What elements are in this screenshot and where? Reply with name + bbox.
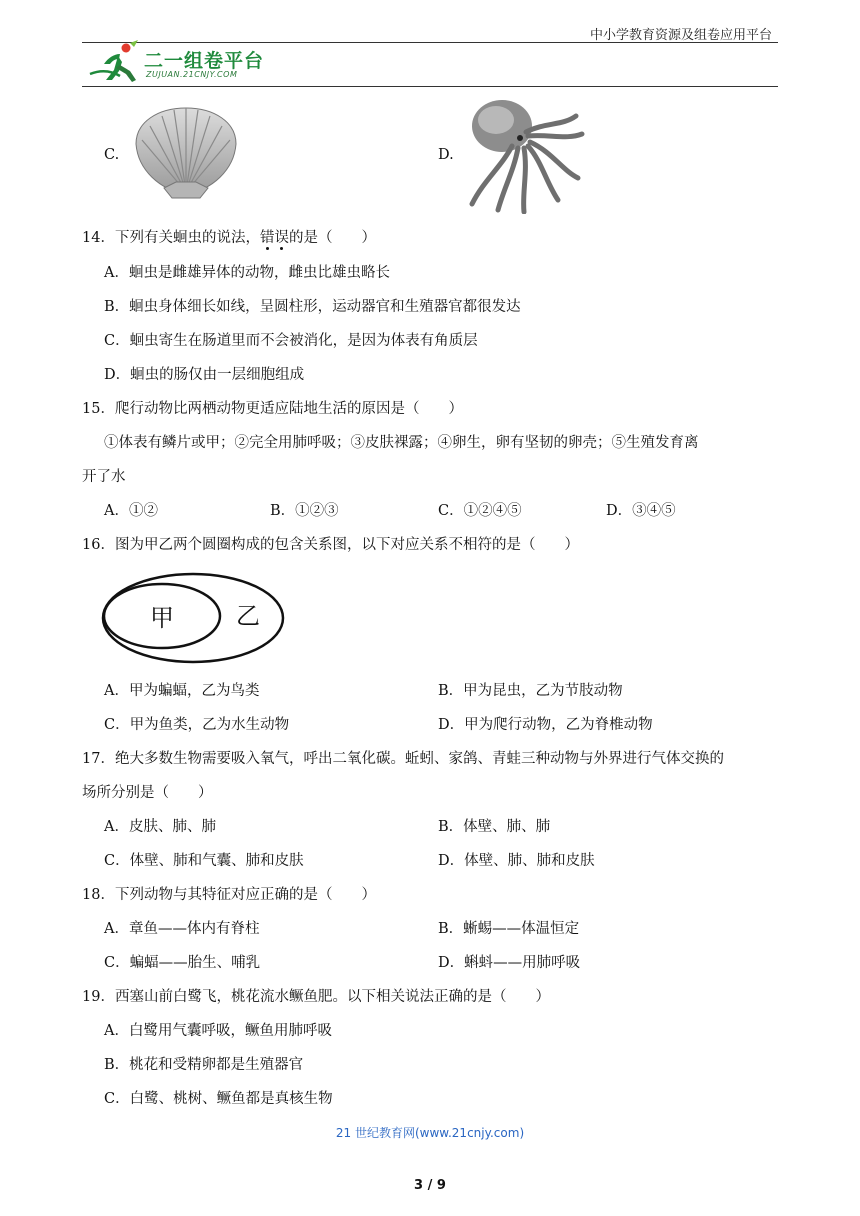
runner-logo-icon [86, 40, 142, 84]
q15-option-d: D．③④⑤ [606, 503, 676, 519]
q18-option-b: B．蜥蜴——体温恒定 [438, 921, 580, 937]
q15-option-a: A．①② [104, 503, 158, 519]
scallop-shell-image [130, 104, 242, 200]
q13-option-c-label: C. [104, 147, 120, 163]
q14-option-b: B．蛔虫身体细长如线，呈圆柱形，运动器官和生殖器官都很发达 [104, 299, 521, 315]
q15-items-line2: 开了水 [82, 469, 126, 485]
q14-option-d: D．蛔虫的肠仅由一层细胞组成 [104, 367, 305, 383]
q19-option-c: C．白鹭、桃树、鳜鱼都是真核生物 [104, 1091, 333, 1107]
q15-option-c: C．①②④⑤ [438, 503, 522, 519]
q16-option-d: D．甲为爬行动物，乙为脊椎动物 [438, 717, 653, 733]
logo-subtitle: ZUJUAN.21CNJY.COM [146, 70, 238, 79]
q19-option-b: B．桃花和受精卵都是生殖器官 [104, 1057, 304, 1073]
q15-items-line1: ①体表有鳞片或甲；②完全用肺呼吸；③皮肤裸露；④卵生，卵有坚韧的卵壳；⑤生殖发育离 [104, 435, 699, 451]
q14-stem [82, 228, 376, 248]
inner-label: 甲 [150, 604, 174, 632]
q16-option-c: C．甲为鱼类，乙为水生动物 [104, 717, 290, 733]
outer-label: 乙 [236, 602, 260, 630]
logo-title: 二一组卷平台 [144, 50, 265, 72]
q14-option-a: A．蛔虫是雌雄异体的动物，雌虫比雄虫略长 [104, 265, 390, 281]
q17-stem-line1: 17．绝大多数生物需要吸入氧气，呼出二氧化碳。蚯蚓、家鸽、青蛙三种动物与外界进行气体交换的 [82, 751, 724, 767]
inclusion-diagram [100, 570, 290, 666]
q18-option-c: C．蝙蝠——胎生、哺乳 [104, 955, 261, 971]
q14-stem-end: 的是（ ） [288, 230, 376, 246]
platform-name: 中小学教育资源及组卷应用平台 [589, 28, 772, 43]
q17-option-a: A．皮肤、肺、肺 [104, 819, 216, 835]
q18-option-d: D．蝌蚪——用肺呼吸 [438, 955, 581, 971]
q19-option-a: A．白鹭用气囊呼吸，鳜鱼用肺呼吸 [104, 1023, 332, 1039]
q14-emphasis-2: 误 [274, 230, 289, 246]
octopus-image [462, 96, 592, 214]
q15-stem: 15．爬行动物比两栖动物更适应陆地生活的原因是（ ） [82, 401, 463, 417]
q18-stem: 18．下列动物与其特征对应正确的是（ ） [82, 887, 376, 903]
q15-option-b: B．①②③ [270, 503, 339, 519]
q18-option-a: A．章鱼——体内有脊柱 [104, 921, 260, 937]
q13-option-d-label: D. [438, 147, 454, 163]
q17-option-b: B．体壁、肺、肺 [438, 819, 551, 835]
q16-option-a: A．甲为蝙蝠，乙为鸟类 [104, 683, 260, 699]
logo [86, 40, 286, 84]
page-number: 3 / 9 [414, 1178, 446, 1193]
q14-option-c: C．蛔虫寄生在肠道里而不会被消化，是因为体表有角质层 [104, 333, 478, 349]
q17-stem-line2: 场所分别是（ ） [82, 785, 213, 801]
q14-stem-text: 14．下列有关蛔虫的说法， [82, 230, 260, 246]
q16-stem: 16．图为甲乙两个圆圈构成的包含关系图，以下对应关系不相符的是（ ） [82, 537, 579, 553]
q17-option-d: D．体壁、肺、肺和皮肤 [438, 853, 595, 869]
q19-stem: 19．西塞山前白鹭飞，桃花流水鳜鱼肥。以下相关说法正确的是（ ） [82, 989, 550, 1005]
footer-link[interactable]: 21 世纪教育网(www.21cnjy.com) [335, 1126, 525, 1140]
q16-option-b: B．甲为昆虫，乙为节肢动物 [438, 683, 623, 699]
q17-option-c: C．体壁、肺和气囊、肺和皮肤 [104, 853, 304, 869]
q14-emphasis-1: 错 [259, 230, 275, 246]
header-divider-bottom [82, 86, 778, 87]
